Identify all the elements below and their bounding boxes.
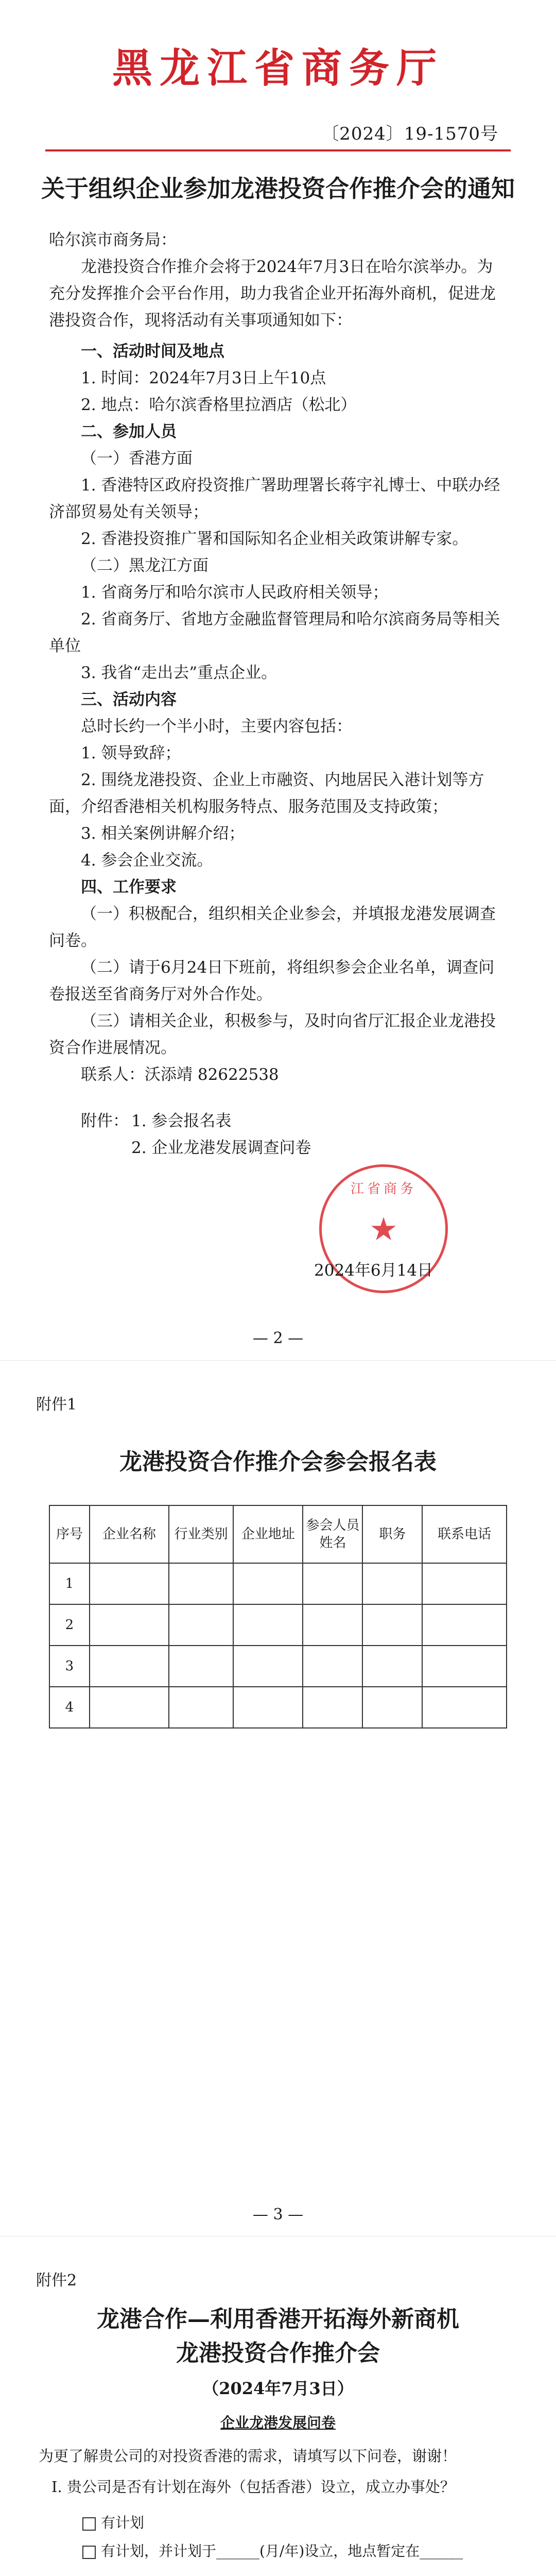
hlj-side-heading: （二）黑龙江方面 — [81, 556, 208, 575]
page-number: — 3 — — [252, 2206, 304, 2224]
document-number: 〔2024〕19-1570号 — [321, 124, 498, 144]
attachment-1: 1. 参会报名表 — [131, 1112, 232, 1130]
event-time: 1. 时间：2024年7月3日上午10点 — [81, 369, 326, 387]
attachment-label: 附件1 — [36, 1396, 77, 1414]
checkbox[interactable] — [82, 2546, 96, 2559]
page-registration — [0, 1360, 556, 2236]
table-cell[interactable] — [169, 1563, 233, 1604]
column-header: 职务 — [362, 1505, 422, 1563]
event-place: 2. 地点：哈尔滨香格里拉酒店（松北） — [81, 396, 357, 414]
agenda-item: 4. 参会企业交流。 — [81, 851, 213, 870]
table-cell[interactable] — [303, 1687, 362, 1728]
hk-attendee-1: 1. 香港特区政府投资推广署助理署长蒋宇礼博士、中联办经济部贸易处有关领导； — [49, 476, 500, 521]
row-number: 4 — [49, 1687, 90, 1728]
table-cell[interactable] — [422, 1687, 507, 1728]
row-number: 3 — [49, 1646, 90, 1687]
table-cell[interactable] — [422, 1563, 507, 1604]
registration-title: 龙港投资合作推介会参会报名表 — [119, 1449, 437, 1475]
attachments-label: 附件： — [81, 1112, 129, 1130]
table-header-row — [49, 1505, 507, 1563]
table-cell[interactable] — [233, 1646, 303, 1687]
table-row — [49, 1563, 507, 1604]
table-cell[interactable] — [362, 1563, 422, 1604]
questionnaire-intro: 为更了解贵公司的对投资香港的需求，请填写以下问卷，谢谢！ — [39, 2447, 457, 2465]
questionnaire-title-2: 龙港投资合作推介会 — [176, 2340, 380, 2366]
agenda-item: 2. 围绕龙港投资、企业上市融资、内地居民入港计划等方面，介绍香港相关机构服务特点、服务范围及支持政策； — [49, 771, 484, 816]
seal-text: 江省商务 — [350, 1181, 416, 1197]
letterhead: 黑龙江省商务厅 — [112, 45, 444, 92]
column-header: 企业地址 — [233, 1505, 303, 1563]
table-cell[interactable] — [233, 1687, 303, 1728]
requirement-2: （二）请于6月24日下班前，将组织参会企业名单，调查问卷报送至省商务厅对外合作处。 — [49, 958, 495, 1004]
q1-option-a[interactable] — [82, 2510, 510, 2536]
salutation: 哈尔滨市商务局： — [49, 231, 177, 249]
table-cell[interactable] — [233, 1563, 303, 1604]
intro-paragraph: 龙港投资合作推介会将于2024年7月3日在哈尔滨举办。为充分发挥推介会平台作用，助力我省企业开拓海外商机，促进龙港投资合作，现将活动有关事项通知如下： — [49, 258, 496, 330]
table-cell[interactable] — [303, 1604, 362, 1646]
section-1-heading: 一、活动时间及地点 — [81, 342, 224, 361]
table-cell[interactable] — [362, 1646, 422, 1687]
registration-table — [49, 1505, 507, 1728]
column-header: 行业类别 — [169, 1505, 233, 1563]
hlj-attendee-2: 2. 省商务厅、省地方金融监督管理局和哈尔滨商务局等相关单位 — [49, 610, 500, 655]
attachment-2: 2. 企业龙港发展调查问卷 — [131, 1139, 311, 1157]
checkbox[interactable] — [82, 2517, 96, 2531]
star-icon: ★ — [369, 1210, 398, 1248]
table-cell[interactable] — [422, 1604, 507, 1646]
section-3-heading: 三、活动内容 — [81, 690, 177, 709]
issue-date: 2024年6月14日 — [314, 1261, 433, 1280]
page-number: — 2 — — [252, 1329, 304, 1347]
red-divider — [45, 149, 511, 151]
questionnaire-title-1: 龙港合作—利用香港开拓海外新商机 — [97, 2306, 459, 2332]
table-cell[interactable] — [303, 1646, 362, 1687]
agenda-item: 1. 领导致辞； — [81, 744, 181, 762]
page-questionnaire — [0, 2236, 556, 2576]
agenda-intro: 总时长约一个半小时，主要内容包括： — [81, 717, 352, 736]
table-cell[interactable] — [169, 1687, 233, 1728]
column-header: 联系电话 — [422, 1505, 507, 1563]
table-cell[interactable] — [233, 1604, 303, 1646]
event-date: （2024年7月3日） — [202, 2379, 354, 2398]
table-cell[interactable] — [90, 1604, 169, 1646]
hk-attendee-2: 2. 香港投资推广署和国际知名企业相关政策讲解专家。 — [81, 530, 468, 548]
table-cell[interactable] — [90, 1563, 169, 1604]
table-cell[interactable] — [303, 1563, 362, 1604]
table-cell[interactable] — [362, 1687, 422, 1728]
table-cell[interactable] — [362, 1604, 422, 1646]
hlj-attendee-3: 3. 我省“走出去”重点企业。 — [81, 664, 277, 682]
section-2-heading: 二、参加人员 — [81, 422, 177, 441]
table-row — [49, 1604, 507, 1646]
attachment-label: 附件2 — [36, 2272, 77, 2290]
questionnaire-subtitle: 企业龙港发展问卷 — [220, 2414, 336, 2431]
table-cell[interactable] — [90, 1646, 169, 1687]
question-1: I. 贵公司是否有计划在海外（包括香港）设立，成立办事处？ — [51, 2478, 455, 2496]
section-4-heading: 四、工作要求 — [81, 878, 177, 896]
column-header: 参会人员姓名 — [303, 1505, 362, 1563]
notice-title: 关于组织企业参加龙港投资合作推介会的通知 — [41, 175, 515, 202]
table-cell[interactable] — [90, 1687, 169, 1728]
column-header: 序号 — [49, 1505, 90, 1563]
table-row — [49, 1687, 507, 1728]
option-label: 有计划，并计划于______(月/年)设立，地点暂定在______ — [101, 2543, 463, 2560]
agenda-item: 3. 相关案例讲解介绍； — [81, 824, 245, 843]
hk-side-heading: （一）香港方面 — [81, 449, 193, 468]
table-cell[interactable] — [169, 1604, 233, 1646]
table-row — [49, 1646, 507, 1687]
table-cell[interactable] — [422, 1646, 507, 1687]
q1-option-b[interactable] — [82, 2538, 510, 2565]
requirement-1: （一）积极配合，组织相关企业参会，并填报龙港发展调查问卷。 — [49, 905, 496, 950]
contact-person: 联系人：沃添靖 82622538 — [81, 1065, 279, 1084]
row-number: 1 — [49, 1563, 90, 1604]
column-header: 企业名称 — [90, 1505, 169, 1563]
requirement-3: （三）请相关企业，积极参与，及时向省厅汇报企业龙港投资合作进展情况。 — [49, 1012, 496, 1057]
row-number: 2 — [49, 1604, 90, 1646]
hlj-attendee-1: 1. 省商务厅和哈尔滨市人民政府相关领导； — [81, 583, 389, 602]
option-label: 有计划 — [101, 2514, 145, 2531]
table-cell[interactable] — [169, 1646, 233, 1687]
